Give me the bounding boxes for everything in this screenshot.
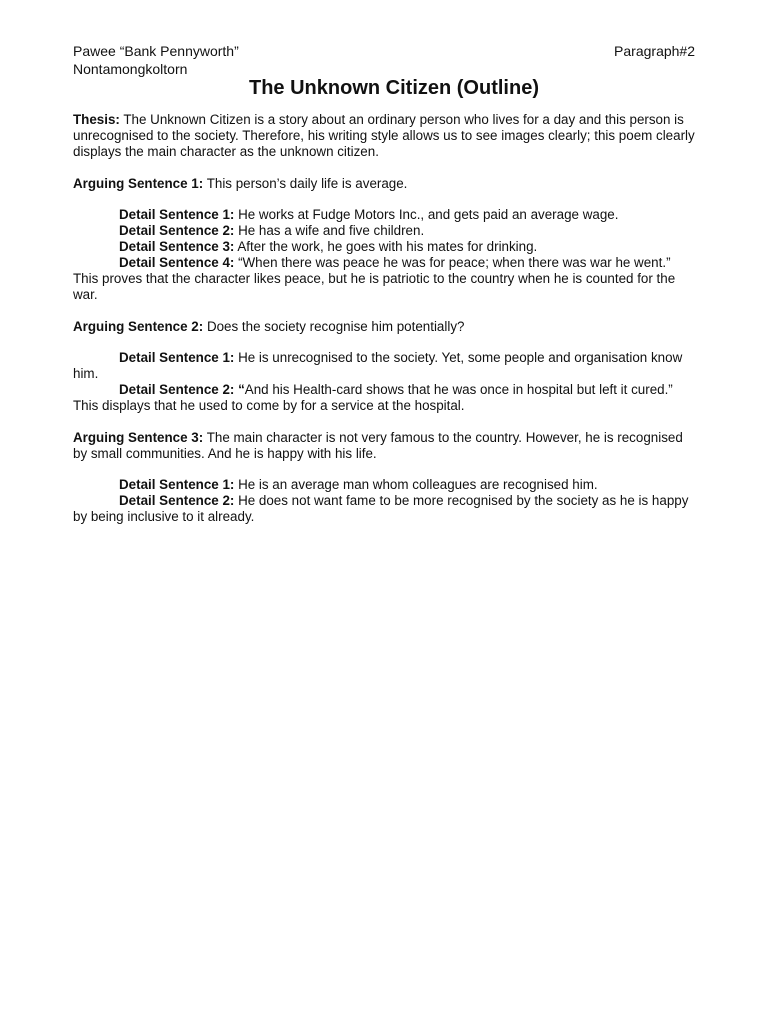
- detail-sentence: [73, 239, 695, 255]
- thesis-block: [73, 112, 695, 160]
- page-title: The Unknown Citizen (Outline): [249, 77, 539, 99]
- detail-label: Detail Sentence 1:: [119, 207, 235, 222]
- author-surname: Nontamongkoltorn: [73, 61, 188, 77]
- argument-text: Does the society recognise him potentially?: [203, 319, 465, 334]
- detail-text: He works at Fudge Motors Inc., and gets paid an average wage.: [234, 207, 619, 222]
- argument-label: Arguing Sentence 3:: [73, 430, 204, 445]
- argument-sentence: [73, 430, 695, 462]
- detail-label: Detail Sentence 2:: [119, 223, 235, 238]
- argument-block-2: [73, 319, 695, 414]
- detail-text: He is unrecognised to the society. Yet, some people and organisation know him.: [73, 350, 683, 381]
- argument-label: Arguing Sentence 2:: [73, 319, 204, 334]
- detail-text: He has a wife and five children.: [234, 223, 425, 238]
- detail-label: Detail Sentence 2:: [119, 493, 235, 508]
- argument-text: The main character is not very famous to the country. However, he is recognised by small communities. And he is happy with his life.: [73, 430, 683, 461]
- detail-text: And his Health-card shows that he was once in hospital but left it cured.” This displays that he used to come by for a service at the hospital.: [73, 382, 673, 413]
- detail-text: He is an average man whom colleagues are recognised him.: [234, 477, 598, 492]
- detail-text: He does not want fame to be more recognised by the society as he is happy by being inclusive to it already.: [73, 493, 689, 524]
- thesis-label: Thesis:: [73, 112, 120, 127]
- argument-sentence: [73, 319, 695, 335]
- detail-sentence: [73, 350, 695, 382]
- detail-sentence: [73, 255, 695, 303]
- detail-sentence: [73, 207, 695, 223]
- argument-block-3: [73, 430, 695, 525]
- detail-label: Detail Sentence 1:: [119, 350, 235, 365]
- argument-sentence: [73, 176, 695, 192]
- detail-sentence: [73, 382, 695, 414]
- argument-block-1: [73, 176, 695, 303]
- argument-text: This person’s daily life is average.: [203, 176, 408, 191]
- detail-label: Detail Sentence 4:: [119, 255, 235, 270]
- thesis-text: The Unknown Citizen is a story about an ordinary person who lives for a day and this person is unrecognised to the society. Therefore, his writing style allows us to see images clearly; this poem clearly displays the main character as the unknown citizen.: [73, 112, 695, 159]
- detail-text: After the work, he goes with his mates for drinking.: [234, 239, 538, 254]
- detail-label: Detail Sentence 3:: [119, 239, 235, 254]
- detail-sentence: [73, 477, 695, 493]
- document-page: [73, 42, 695, 525]
- thesis-paragraph: [73, 112, 695, 160]
- detail-label: Detail Sentence 2: “: [119, 382, 245, 397]
- detail-label: Detail Sentence 1:: [119, 477, 235, 492]
- document-header: [73, 42, 695, 60]
- detail-sentence: [73, 223, 695, 239]
- detail-text: “When there was peace he was for peace; when there was war he went.” This proves that the character likes peace, but he is patriotic to the country when he is counted for the war.: [73, 255, 676, 302]
- argument-label: Arguing Sentence 1:: [73, 176, 204, 191]
- author-name: Pawee “Bank Pennyworth”: [73, 43, 239, 59]
- detail-sentence: [73, 493, 695, 525]
- paragraph-tag: Paragraph#2: [614, 43, 695, 59]
